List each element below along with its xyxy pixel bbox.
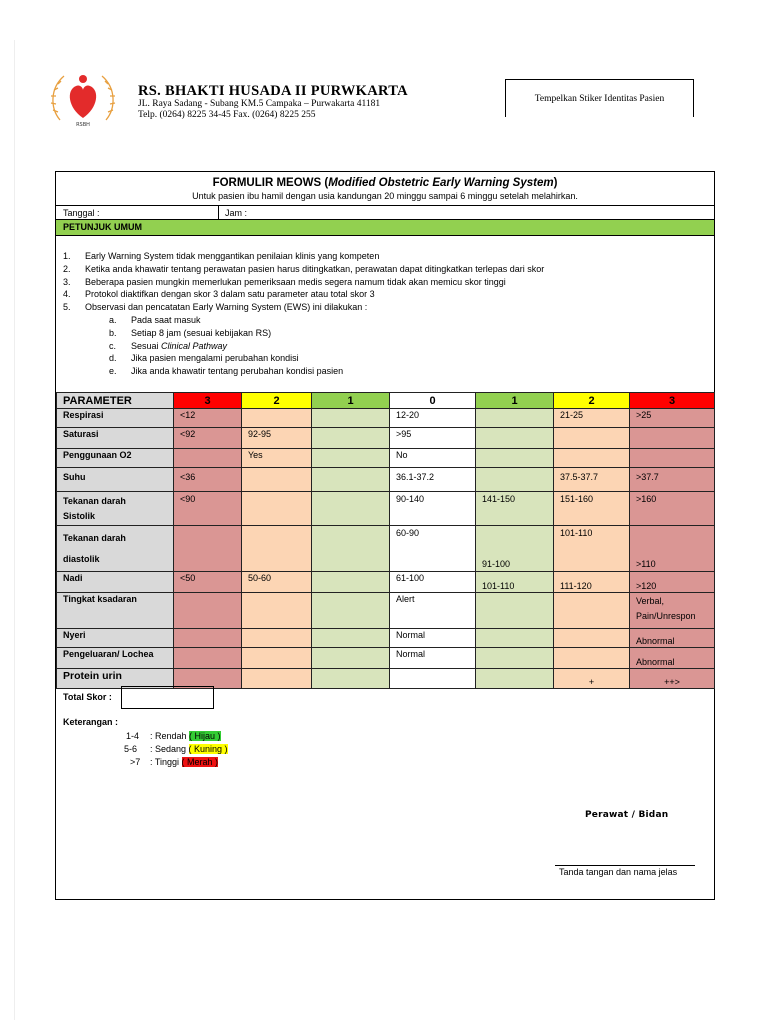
table-cell bbox=[312, 449, 390, 468]
table-cell: 111-120 bbox=[554, 572, 630, 593]
table-cell: 37.5-37.7 bbox=[554, 468, 630, 492]
table-cell bbox=[312, 409, 390, 428]
table-cell bbox=[476, 629, 554, 648]
table-cell bbox=[554, 428, 630, 449]
table-cell: Abnormal bbox=[630, 629, 715, 648]
table-cell: 151-160 bbox=[554, 492, 630, 526]
row-label: Saturasi bbox=[57, 428, 174, 449]
table-cell bbox=[174, 648, 242, 669]
table-cell: <50 bbox=[174, 572, 242, 593]
table-row bbox=[57, 409, 715, 428]
signature-caption: Tanda tangan dan nama jelas bbox=[559, 867, 678, 877]
table-cell: <12 bbox=[174, 409, 242, 428]
table-cell bbox=[476, 428, 554, 449]
table-cell bbox=[312, 526, 390, 572]
table-cell: 36.1-37.2 bbox=[390, 468, 476, 492]
list-item: e. Jika anda khawatir tentang perubahan kondisi pasien bbox=[109, 366, 344, 377]
legend-range: >7 bbox=[130, 757, 141, 767]
table-cell bbox=[476, 593, 554, 629]
table-cell: Verbal, Pain/Unrespon bbox=[630, 593, 715, 629]
row-label: Tekanan darah Sistolik bbox=[57, 492, 174, 526]
section-band bbox=[56, 220, 714, 235]
table-cell bbox=[554, 629, 630, 648]
table-cell bbox=[242, 409, 312, 428]
table-cell bbox=[174, 593, 242, 629]
table-cell bbox=[476, 449, 554, 468]
table-cell bbox=[554, 449, 630, 468]
table-header-row bbox=[57, 393, 715, 409]
row-label: Tekanan darah diastolik bbox=[57, 526, 174, 572]
row-label: Suhu bbox=[57, 468, 174, 492]
table-cell bbox=[312, 428, 390, 449]
list-item: a. Pada saat masuk bbox=[109, 314, 201, 325]
table-cell: >37.7 bbox=[630, 468, 715, 492]
table-cell: <90 bbox=[174, 492, 242, 526]
time-label: Jam : bbox=[225, 208, 248, 218]
table-cell bbox=[630, 428, 715, 449]
table-cell bbox=[390, 669, 476, 689]
row-label: Respirasi bbox=[57, 409, 174, 428]
header-score: 3 bbox=[630, 393, 715, 409]
legend-item: : Tinggi ( Merah ) bbox=[150, 757, 219, 767]
ews-table bbox=[56, 392, 715, 689]
table-cell: 91-100 bbox=[476, 526, 554, 572]
table-cell bbox=[312, 629, 390, 648]
form-title: FORMULIR MEOWS (Modified Obstetric Early Warning System) bbox=[212, 177, 558, 189]
divider bbox=[218, 205, 219, 220]
table-row bbox=[57, 593, 715, 629]
date-label: Tanggal : bbox=[63, 208, 100, 218]
header-score: 2 bbox=[242, 393, 312, 409]
table-cell: + bbox=[554, 669, 630, 689]
table-cell bbox=[312, 492, 390, 526]
table-cell bbox=[242, 669, 312, 689]
table-cell bbox=[242, 526, 312, 572]
row-label: Pengeluaran/ Lochea bbox=[57, 648, 174, 669]
table-cell bbox=[312, 468, 390, 492]
table-cell: 92-95 bbox=[242, 428, 312, 449]
legend-item: : Rendah ( Hijau ) bbox=[150, 731, 221, 741]
row-label: Protein urin bbox=[57, 669, 174, 689]
header-score: 1 bbox=[476, 393, 554, 409]
list-item: 4. Protokol diaktifkan dengan skor 3 dalam satu parameter atau total skor 3 bbox=[63, 289, 375, 300]
table-cell: 101-110 bbox=[476, 572, 554, 593]
list-item: b. Setiap 8 jam (sesuai kebijakan RS) bbox=[109, 327, 272, 338]
patient-sticker-box: Tempelkan Stiker Identitas Pasien bbox=[505, 79, 694, 117]
table-row bbox=[57, 428, 715, 449]
signature-line[interactable] bbox=[555, 865, 695, 866]
table-row bbox=[57, 648, 715, 669]
table-cell: Normal bbox=[390, 629, 476, 648]
table-cell bbox=[242, 648, 312, 669]
legend-label: Keterangan : bbox=[63, 717, 119, 727]
table-row bbox=[57, 526, 715, 572]
row-label: Penggunaan O2 bbox=[57, 449, 174, 468]
header-parameter: PARAMETER bbox=[57, 393, 174, 409]
instruction-list bbox=[63, 250, 544, 378]
section-label: PETUNJUK UMUM bbox=[63, 222, 143, 232]
header-score: 3 bbox=[174, 393, 242, 409]
list-item: 5. Observasi dan pencatatan Early Warning System (EWS) ini dilakukan : bbox=[63, 302, 368, 313]
signature-title: Perawat / Bidan bbox=[585, 810, 669, 820]
table-cell bbox=[476, 669, 554, 689]
table-row bbox=[57, 449, 715, 468]
header-score: 0 bbox=[390, 393, 476, 409]
table-cell: No bbox=[390, 449, 476, 468]
table-cell bbox=[554, 648, 630, 669]
table-cell: Normal bbox=[390, 648, 476, 669]
list-item: 1. Early Warning System tidak menggantikan penilaian klinis yang kompeten bbox=[63, 251, 380, 261]
table-cell: 141-150 bbox=[476, 492, 554, 526]
table-cell bbox=[312, 593, 390, 629]
legend-range: 5-6 bbox=[124, 744, 138, 754]
row-label: Tingkat ksadaran bbox=[57, 593, 174, 629]
header-score: 1 bbox=[312, 393, 390, 409]
table-cell bbox=[476, 468, 554, 492]
table-cell: 90-140 bbox=[390, 492, 476, 526]
list-item: d. Jika pasien mengalami perubahan kondisi bbox=[109, 353, 299, 364]
table-row bbox=[57, 492, 715, 526]
table-cell bbox=[476, 409, 554, 428]
table-row bbox=[57, 629, 715, 648]
table-cell: 21-25 bbox=[554, 409, 630, 428]
table-cell bbox=[242, 593, 312, 629]
table-cell: >25 bbox=[630, 409, 715, 428]
table-cell: 101-110 bbox=[554, 526, 630, 572]
table-cell: >110 bbox=[630, 526, 715, 572]
table-cell bbox=[312, 669, 390, 689]
table-cell bbox=[312, 572, 390, 593]
table-cell bbox=[174, 629, 242, 648]
table-cell: 50-60 bbox=[242, 572, 312, 593]
table-cell bbox=[630, 449, 715, 468]
logo-caption: RSBH bbox=[76, 122, 90, 128]
table-cell bbox=[174, 449, 242, 468]
table-cell bbox=[312, 648, 390, 669]
divider bbox=[55, 205, 715, 206]
hospital-name: RS. BHAKTI HUSADA II PURWKARTA bbox=[138, 83, 408, 99]
table-cell: 61-100 bbox=[390, 572, 476, 593]
table-cell: >95 bbox=[390, 428, 476, 449]
total-score-box[interactable] bbox=[121, 686, 214, 709]
list-item: c. Sesuai Clinical Pathway bbox=[109, 340, 228, 351]
table-cell: Abnormal bbox=[630, 648, 715, 669]
legend-range: 1-4 bbox=[126, 731, 140, 741]
table-cell: ++> bbox=[630, 669, 715, 689]
table-cell: <36 bbox=[174, 468, 242, 492]
row-label: Nadi bbox=[57, 572, 174, 593]
hospital-logo bbox=[46, 68, 120, 128]
hospital-phone: Telp. (0264) 8225 34-45 Fax. (0264) 8225 255 bbox=[138, 110, 316, 120]
table-row bbox=[57, 572, 715, 593]
header-score: 2 bbox=[554, 393, 630, 409]
list-item: 2. Ketika anda khawatir tentang perawatan pasien harus ditingkatkan, perawatan dapat ditingkatkan terlepas dari skor bbox=[63, 263, 545, 274]
total-score-label: Total Skor : bbox=[63, 692, 112, 702]
table-cell bbox=[174, 526, 242, 572]
table-cell bbox=[554, 593, 630, 629]
table-cell: <92 bbox=[174, 428, 242, 449]
table-cell: >120 bbox=[630, 572, 715, 593]
row-label: Nyeri bbox=[57, 629, 174, 648]
legend-item: : Sedang ( Kuning ) bbox=[150, 744, 228, 754]
table-cell: >160 bbox=[630, 492, 715, 526]
table-cell: Yes bbox=[242, 449, 312, 468]
list-item: 3. Beberapa pasien mungkin memerlukan pemeriksaan medis segera namum tidak akan memicu skor tinggi bbox=[63, 276, 506, 287]
table-cell bbox=[242, 492, 312, 526]
divider bbox=[55, 235, 715, 236]
table-cell: Alert bbox=[390, 593, 476, 629]
table-cell bbox=[476, 648, 554, 669]
table-row bbox=[57, 468, 715, 492]
table-cell: 60-90 bbox=[390, 526, 476, 572]
hospital-address: JL. Raya Sadang - Subang KM.5 Campaka – Purwakarta 41181 bbox=[138, 99, 381, 109]
form-subtitle: Untuk pasien ibu hamil dengan usia kandungan 20 minggu sampai 6 minggu setelah melahirkan. bbox=[192, 191, 578, 201]
table-cell: 12-20 bbox=[390, 409, 476, 428]
table-cell bbox=[242, 468, 312, 492]
table-cell bbox=[242, 629, 312, 648]
